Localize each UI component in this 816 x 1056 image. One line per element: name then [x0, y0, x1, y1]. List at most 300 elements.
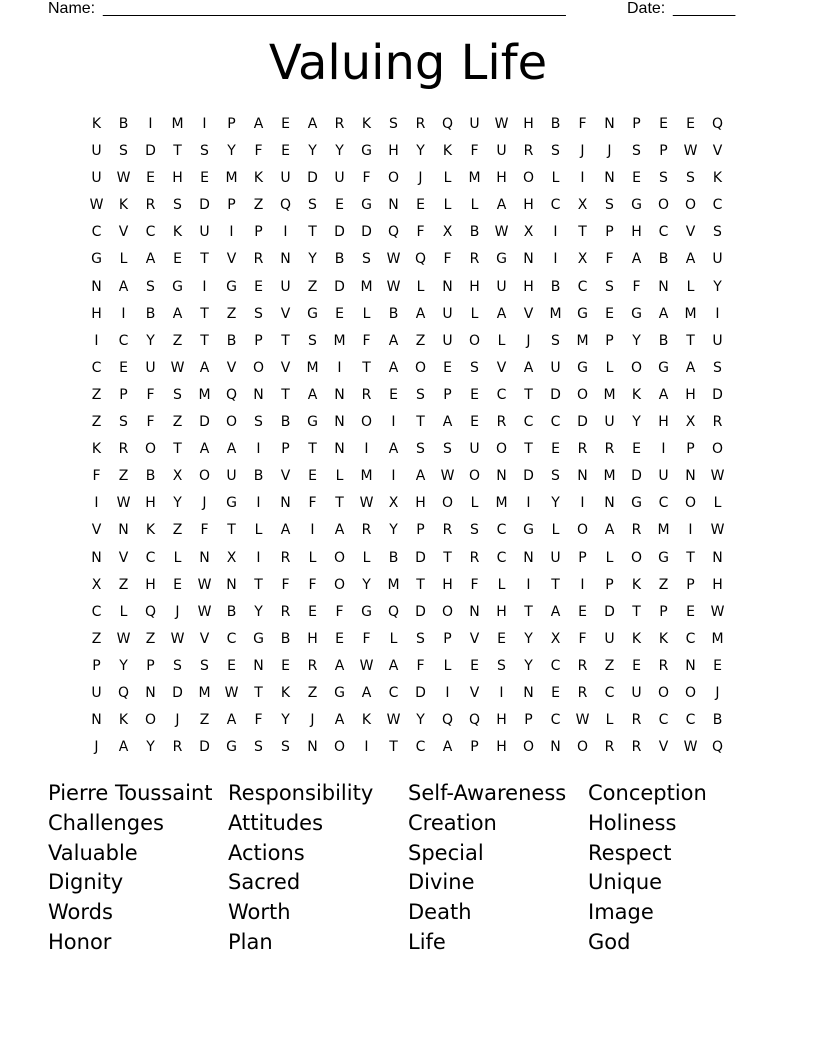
grid-letter: O [414, 359, 427, 376]
grid-letter: U [496, 278, 507, 295]
grid-letter: N [658, 278, 669, 295]
grid-letter: S [254, 305, 263, 322]
grid-letter: Y [416, 143, 425, 160]
grid-letter: Q [117, 684, 130, 701]
grid-letter: Q [414, 251, 427, 268]
grid-letter: P [659, 143, 668, 160]
grid-letter: N [253, 386, 264, 403]
grid-letter: F [362, 170, 371, 187]
grid-letter: D [334, 278, 345, 295]
grid-letter: U [604, 414, 615, 431]
grid-letter: N [712, 549, 723, 566]
grid-letter: G [658, 359, 669, 376]
grid-letter: R [577, 441, 588, 458]
word-bank [48, 779, 768, 958]
grid-letter: F [200, 522, 209, 539]
name-label: Name: [48, 0, 96, 17]
grid-letter: U [631, 684, 642, 701]
grid-letter: A [118, 739, 129, 756]
grid-letter: O [684, 495, 697, 512]
grid-letter: V [469, 630, 480, 647]
grid-letter: F [416, 224, 425, 241]
grid-letter: F [605, 251, 614, 268]
word-bank-item: Valuable [48, 840, 138, 865]
grid-letter: G [226, 495, 237, 512]
grid-letter: H [496, 739, 507, 756]
grid-letter: F [578, 116, 587, 132]
grid-letter: A [550, 603, 561, 620]
grid-letter: A [685, 359, 696, 376]
grid-letter: S [659, 170, 668, 187]
grid-letter: W [116, 495, 131, 512]
grid-letter: L [119, 603, 128, 620]
grid-letter: P [605, 332, 614, 349]
grid-letter: E [335, 630, 344, 647]
grid-letter: Z [172, 522, 183, 539]
word-bank-item: Holiness [588, 810, 677, 835]
grid-letter: R [280, 603, 291, 620]
grid-letter: U [91, 143, 102, 160]
grid-letter: W [170, 359, 185, 376]
grid-letter: A [496, 305, 507, 322]
grid-letter: G [361, 197, 372, 214]
grid-letter: S [146, 278, 155, 295]
grid-letter: U [712, 332, 723, 349]
grid-letter: A [523, 359, 534, 376]
grid-letter: R [631, 712, 642, 729]
grid-letter: I [94, 332, 99, 349]
grid-letter: U [442, 305, 453, 322]
grid-letter: I [499, 684, 504, 701]
grid-letter: Z [307, 684, 318, 701]
grid-letter: P [146, 657, 155, 674]
grid-letter: B [145, 305, 156, 322]
grid-letter: Y [119, 657, 128, 674]
grid-letter: E [470, 657, 479, 674]
grid-letter: L [119, 251, 128, 268]
grid-letter: E [470, 414, 479, 431]
grid-letter: G [631, 305, 642, 322]
grid-letter: E [578, 603, 587, 620]
grid-letter: Q [468, 712, 481, 729]
grid-letter: I [94, 495, 99, 512]
grid-letter: C [91, 359, 102, 376]
grid-letter: R [145, 197, 156, 214]
grid-letter: S [254, 739, 263, 756]
grid-letter: P [443, 630, 452, 647]
page-title: Valuing Life [268, 35, 548, 91]
grid-letter: N [523, 549, 534, 566]
grid-letter: I [715, 305, 720, 322]
grid-letter: H [523, 278, 534, 295]
grid-letter: K [145, 522, 156, 539]
grid-letter: Z [226, 305, 237, 322]
grid-letter: A [415, 305, 426, 322]
grid-letter: A [685, 251, 696, 268]
grid-letter: B [550, 278, 561, 295]
name-field-line: ____________________________________________________ [103, 0, 566, 17]
grid-letter: Z [172, 414, 183, 431]
grid-letter: T [443, 549, 452, 566]
grid-letter: Y [362, 576, 371, 593]
grid-letter: F [416, 657, 425, 674]
grid-letter: W [359, 657, 374, 674]
grid-letter: V [523, 305, 534, 322]
grid-letter: Y [416, 712, 425, 729]
grid-letter: A [388, 332, 399, 349]
grid-letter: B [712, 712, 723, 729]
grid-letter: D [523, 468, 534, 485]
grid-letter: Z [118, 576, 129, 593]
grid-letter: S [200, 143, 209, 160]
grid-letter: V [91, 522, 102, 539]
grid-letter: Y [227, 143, 236, 160]
grid-letter: I [121, 305, 126, 322]
word-bank-item: Actions [228, 840, 305, 865]
grid-letter: T [632, 603, 641, 620]
grid-letter: R [172, 739, 183, 756]
grid-letter: I [391, 414, 396, 431]
grid-letter: M [603, 468, 616, 485]
grid-letter: C [550, 712, 561, 729]
word-bank-item: Self-Awareness [408, 781, 567, 805]
grid-letter: C [496, 386, 507, 403]
grid-letter: D [172, 684, 183, 701]
grid-letter: I [580, 495, 585, 512]
grid-letter: Z [415, 332, 426, 349]
grid-letter: M [360, 468, 373, 485]
grid-letter: L [605, 359, 614, 376]
grid-letter: X [550, 630, 561, 647]
grid-letter: S [605, 197, 614, 214]
grid-letter: Z [91, 630, 102, 647]
grid-letter: O [657, 197, 670, 214]
grid-letter: K [172, 224, 183, 241]
grid-letter: I [229, 224, 234, 241]
grid-letter: X [226, 549, 237, 566]
grid-letter: U [712, 251, 723, 268]
grid-letter: O [684, 684, 697, 701]
grid-letter: G [496, 251, 507, 268]
grid-letter: P [578, 549, 587, 566]
grid-letter: Z [118, 468, 129, 485]
grid-letter: Q [387, 603, 400, 620]
grid-letter: X [577, 197, 588, 214]
grid-letter: O [630, 549, 643, 566]
grid-letter: O [333, 739, 346, 756]
grid-letter: J [310, 712, 315, 729]
grid-letter: B [253, 468, 264, 485]
word-bank-item: Image [588, 900, 654, 925]
word-bank-item: Divine [408, 870, 475, 895]
grid-letter: S [416, 441, 425, 458]
grid-letter: T [686, 549, 695, 566]
grid-letter: E [659, 116, 668, 132]
grid-letter: N [91, 278, 102, 295]
grid-letter: U [226, 468, 237, 485]
grid-letter: A [442, 414, 453, 431]
grid-letter: X [577, 251, 588, 268]
grid-letter: O [387, 170, 400, 187]
grid-letter: C [523, 414, 534, 431]
grid-letter: Q [441, 116, 454, 132]
grid-letter: I [688, 522, 693, 539]
grid-letter: Z [199, 712, 210, 729]
grid-letter: D [145, 143, 156, 160]
grid-letter: Y [308, 143, 317, 160]
date-label: Date: [627, 0, 666, 17]
grid-letter: Q [279, 197, 292, 214]
grid-letter: G [523, 522, 534, 539]
grid-letter: N [145, 684, 156, 701]
grid-letter: B [334, 251, 345, 268]
grid-letter: Y [146, 332, 155, 349]
grid-letter: P [632, 116, 641, 132]
grid-letter: H [496, 170, 507, 187]
grid-letter: A [118, 278, 129, 295]
grid-letter: I [364, 739, 369, 756]
grid-letter: M [171, 116, 184, 132]
grid-letter: W [683, 739, 698, 756]
grid-letter: T [578, 224, 587, 241]
grid-letter: T [200, 305, 209, 322]
grid-letter: P [470, 739, 479, 756]
grid-letter: K [91, 441, 102, 458]
grid-letter: E [254, 278, 263, 295]
grid-letter: P [92, 657, 101, 674]
grid-letter: G [361, 603, 372, 620]
grid-letter: D [577, 414, 588, 431]
grid-letter: X [91, 576, 102, 593]
grid-letter: A [388, 657, 399, 674]
grid-letter: V [280, 305, 291, 322]
grid-letter: B [550, 116, 561, 132]
grid-letter: T [200, 251, 209, 268]
grid-letter: X [442, 224, 453, 241]
grid-letter: T [308, 441, 317, 458]
word-bank-item: Death [408, 900, 472, 925]
grid-letter: T [254, 576, 263, 593]
grid-letter: P [686, 576, 695, 593]
grid-letter: W [710, 522, 725, 539]
grid-letter: M [576, 332, 589, 349]
grid-letter: X [388, 495, 399, 512]
grid-letter: L [470, 305, 479, 322]
grid-letter: U [658, 468, 669, 485]
grid-letter: F [443, 251, 452, 268]
grid-letter: N [334, 386, 345, 403]
grid-letter: H [469, 278, 480, 295]
grid-letter: I [256, 495, 261, 512]
grid-letter: S [173, 657, 182, 674]
grid-letter: Z [91, 414, 102, 431]
grid-letter: R [631, 522, 642, 539]
grid-letter: M [495, 495, 508, 512]
word-bank-item: Sacred [228, 870, 301, 895]
grid-letter: P [119, 386, 128, 403]
grid-letter: S [551, 332, 560, 349]
grid-letter: T [524, 603, 533, 620]
grid-letter: A [253, 116, 264, 132]
grid-letter: E [200, 170, 209, 187]
grid-letter: L [173, 549, 182, 566]
grid-letter: P [443, 386, 452, 403]
grid-letter: O [144, 441, 157, 458]
grid-letter: V [712, 143, 723, 160]
grid-letter: W [116, 170, 131, 187]
grid-letter: L [497, 332, 506, 349]
grid-letter: E [308, 468, 317, 485]
grid-letter: K [631, 386, 642, 403]
grid-letter: N [442, 278, 453, 295]
grid-letter: P [254, 224, 263, 241]
grid-letter: C [550, 657, 561, 674]
grid-letter: D [415, 684, 426, 701]
grid-letter: J [418, 170, 423, 187]
grid-letter: T [173, 143, 182, 160]
grid-letter: N [253, 657, 264, 674]
grid-letter: G [253, 630, 264, 647]
grid-letter: S [254, 414, 263, 431]
grid-letter: W [683, 143, 698, 160]
grid-letter: N [604, 495, 615, 512]
grid-letter: G [307, 305, 318, 322]
grid-letter: J [607, 143, 612, 160]
grid-letter: U [334, 170, 345, 187]
word-bank-item: Pierre Toussaint [48, 781, 213, 805]
grid-letter: C [658, 495, 669, 512]
grid-letter: Z [145, 630, 156, 647]
grid-letter: W [440, 468, 455, 485]
grid-letter: W [89, 197, 104, 214]
grid-letter: T [416, 414, 425, 431]
grid-letter: P [686, 441, 695, 458]
grid-letter: E [470, 386, 479, 403]
grid-letter: F [254, 143, 263, 160]
grid-letter: U [91, 170, 102, 187]
grid-letter: R [469, 251, 480, 268]
grid-letter: E [173, 576, 182, 593]
grid-letter: Y [632, 332, 641, 349]
grid-letter: H [442, 576, 453, 593]
grid-letter: O [522, 739, 535, 756]
grid-letter: Z [307, 278, 318, 295]
grid-letter: U [91, 684, 102, 701]
grid-letter: E [281, 657, 290, 674]
grid-letter: B [388, 549, 399, 566]
grid-letter: K [658, 630, 669, 647]
grid-letter: N [523, 251, 534, 268]
grid-letter: R [253, 251, 264, 268]
grid-letter: A [280, 522, 291, 539]
grid-letter: O [360, 414, 373, 431]
grid-letter: F [308, 576, 317, 593]
grid-letter: L [551, 170, 560, 187]
grid-letter: N [226, 576, 237, 593]
grid-letter: L [416, 278, 425, 295]
grid-letter: L [470, 197, 479, 214]
word-bank-item: Plan [228, 929, 273, 954]
grid-letter: C [658, 224, 669, 241]
grid-letter: L [470, 495, 479, 512]
grid-letter: F [632, 278, 641, 295]
grid-letter: V [469, 684, 480, 701]
grid-letter: N [577, 468, 588, 485]
grid-letter: N [91, 712, 102, 729]
grid-letter: X [523, 224, 534, 241]
grid-letter: B [469, 224, 480, 241]
grid-letter: Q [711, 739, 724, 756]
grid-letter: O [630, 359, 643, 376]
grid-letter: H [685, 386, 696, 403]
grid-letter: S [173, 197, 182, 214]
grid-letter: V [199, 630, 210, 647]
grid-letter: V [118, 549, 129, 566]
grid-letter: W [710, 603, 725, 620]
grid-letter: H [145, 576, 156, 593]
grid-letter: O [495, 441, 508, 458]
grid-letter: H [496, 603, 507, 620]
grid-letter: B [280, 630, 291, 647]
grid-letter: E [335, 197, 344, 214]
grid-letter: I [526, 495, 531, 512]
grid-letter: C [712, 197, 723, 214]
grid-letter: C [388, 684, 399, 701]
grid-letter: U [145, 359, 156, 376]
grid-letter: U [550, 359, 561, 376]
grid-letter: V [658, 739, 669, 756]
grid-letter: O [522, 170, 535, 187]
grid-letter: S [119, 414, 128, 431]
grid-letter: G [334, 684, 345, 701]
grid-letter: L [605, 549, 614, 566]
grid-letter: A [307, 116, 318, 132]
grid-letter: F [362, 630, 371, 647]
grid-letter: O [441, 495, 454, 512]
grid-letter: G [577, 359, 588, 376]
grid-letter: S [605, 278, 614, 295]
grid-letter: T [200, 332, 209, 349]
grid-letter: Z [172, 332, 183, 349]
grid-letter: G [631, 495, 642, 512]
grid-letter: G [226, 739, 237, 756]
grid-letter: L [389, 630, 398, 647]
grid-letter: O [576, 386, 589, 403]
grid-letter: F [470, 576, 479, 593]
grid-letter: H [91, 305, 102, 322]
grid-letter: F [146, 386, 155, 403]
grid-letter: G [577, 305, 588, 322]
grid-letter: N [685, 468, 696, 485]
grid-letter: N [118, 522, 129, 539]
grid-letter: K [361, 116, 372, 132]
grid-letter: M [711, 630, 724, 647]
grid-letter: K [631, 630, 642, 647]
grid-letter: A [604, 522, 615, 539]
grid-letter: B [658, 251, 669, 268]
grid-letter: W [224, 684, 239, 701]
grid-letter: P [227, 197, 236, 214]
grid-letter: R [118, 441, 129, 458]
grid-letter: T [551, 576, 560, 593]
grid-letter: U [280, 170, 291, 187]
grid-letter: O [684, 197, 697, 214]
grid-letter: V [226, 359, 237, 376]
grid-letter: C [685, 630, 696, 647]
grid-letter: K [280, 684, 291, 701]
grid-letter: S [713, 224, 722, 241]
grid-letter: A [361, 684, 372, 701]
